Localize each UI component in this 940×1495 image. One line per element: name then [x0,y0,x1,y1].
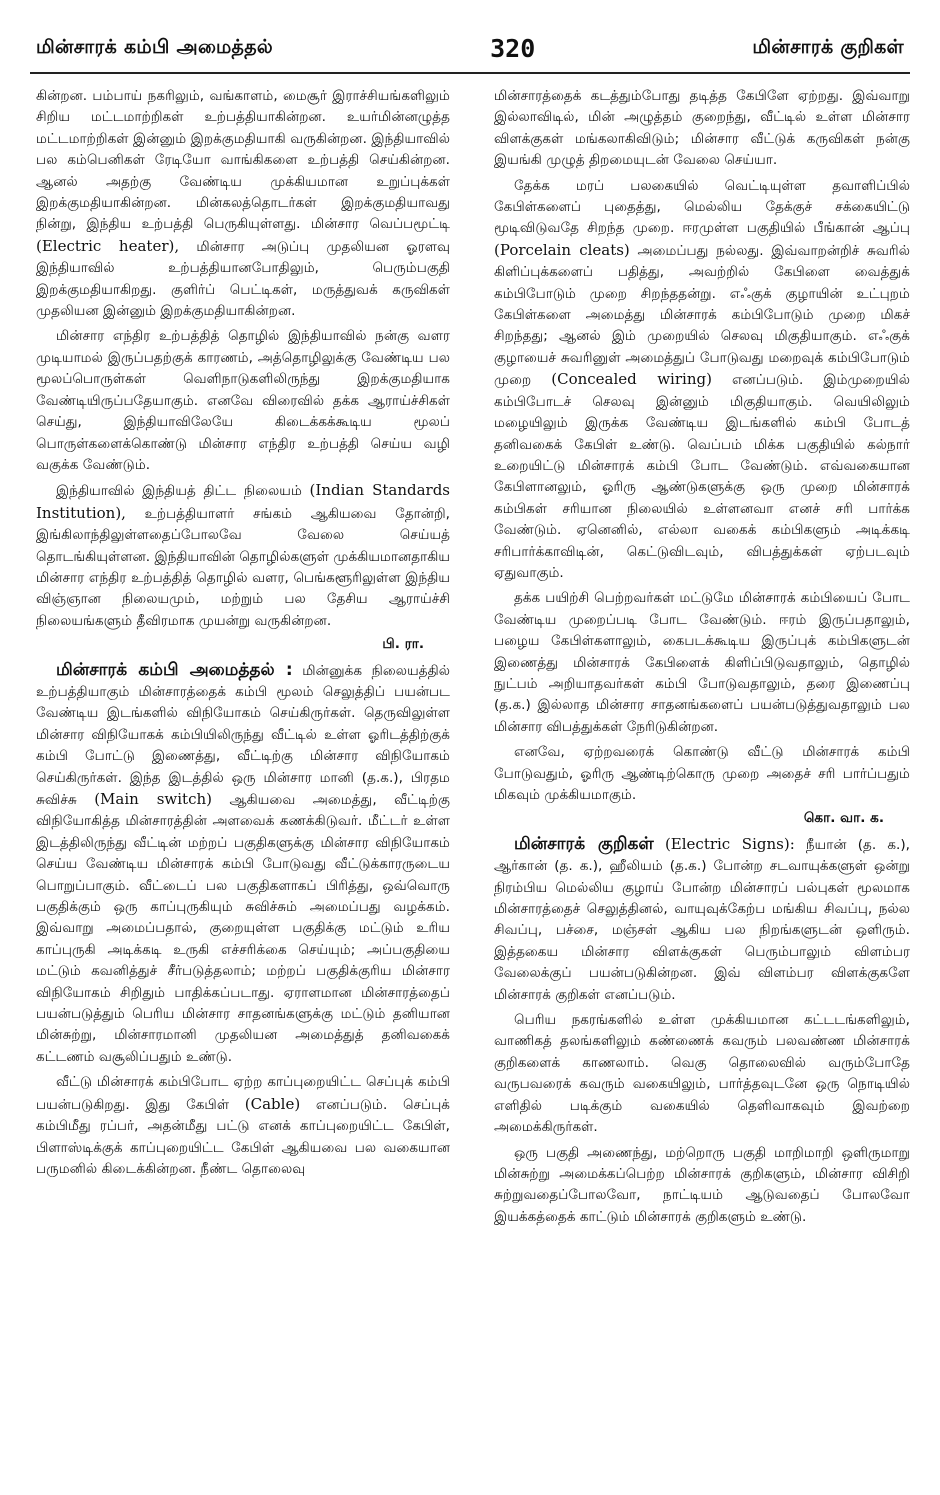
right-paragraph-2: தேக்க மரப் பலகையில் வெட்டியுள்ள தவாளிப்பில் கேபிள்களைப் புதைத்து, மெல்லிய தேக்குச் சக்கையிட்டு மூடிவிடுவதே சிறந்த முறை. ஈரமுள்ள பகுதியில் பீங்கான் ஆப்பு (Porcelain cleats) அமைப்பது நல்லது. இவ்வாறன்றிச் சுவரில் கிளிப்புக்களைப் பதித்து, அவற்றில் கேபிளை வைத்துக் கம்பிபோடும் முறை சிறந்ததன்று. எஃகுக் குழாயின் உட்புறம் கேபிள்களை அமைத்து மின்சாரக் கம்பிபோடும் முறை மிகச் சிறந்தது; ஆனல் இம் முறையில் செலவு மிகுதியாகும். எஃகுக் குழாயைச் சுவரினுள் அமைத்துப் போடுவது மறைவுக் கம்பிபோடும் முறை (Concealed wiring) எனப்படும். இம்முறையில் கம்பிபோடச் செலவு இன்னும் மிகுதியாகும். வெயிலிலும் மழையிலும் இருக்க வேண்டிய இடங்களில் கம்பி போடத் தனிவகைக் கேபிள் உண்டு. வெப்பம் மிக்க பகுதியில் கல்நார் உறையிட்டு மின்சாரக் கம்பி போட வேண்டும். எவ்வகையான கேபிளானலும், ஓரிரு ஆண்டுகளுக்கு ஒரு முறை மின்சாரக் கம்பிகள் சரியான நிலையில் உள்ளனவா எனச் சரி பார்க்க வேண்டும். ஏனெனில், எல்லா வகைக் கம்பிகளும் அடிக்கடி சரிபார்க்காவிடின், கெட்டுவிடவும், விபத்துக்கள் ஏற்படவும் ஏதுவாகும். [494,177,910,581]
author-signature-2: கொ. வா. க. [803,810,884,827]
left-paragraph-2: மின்சார எந்திர உற்பத்தித் தொழில் இந்தியாவில் நன்கு வளர முடியாமல் இருப்பதற்குக் காரணம், அத்தொழிலுக்கு வேண்டிய பல மூலப்பொருள்கள் வெளிநாடுகளிலிருந்து இறக்குமதியாக வேண்டியிருப்பதேயாகும். எனவே விரைவில் தக்க ஆராய்ச்சிகள் செய்து, இந்தியாவிலேயே கிடைக்கக்கூடிய மூலப் பொருள்களைக்கொண்டு மின்சார எந்திர உற்பத்தி செய்ய வழி வகுக்க வேண்டும். [36,328,450,473]
right-column [494,86,910,1481]
right-paragraph-7: ஒரு பகுதி அணைந்து, மற்றொரு பகுதி மாறிமாறி ஒளிருமாறு மின்சுற்று அமைக்கப்பெற்ற மின்சாரக் குறிகளும், மின்சார விசிறி சுற்றுவதைப்போலவோ, நாட்டியம் ஆடுவதைப் போலவோ இயக்கத்தைக் காட்டும் மின்சாரக் குறிகளும் உண்டு. [494,1144,910,1225]
header-right-title: மின்சாரக் குறிகள் [752,35,904,58]
running-header [36,30,904,66]
right-paragraph-6: பெரிய நகரங்களில் உள்ள முக்கியமான கட்டடங்களிலும், வாணிகத் தலங்களிலும் கண்ணைக் கவரும் பலவண்ண மின்சாரக் குறிகளைக் காணலாம். வெகு தொலைவில் வரும்போதே வருபவரைக் கவரும் வகையிலும், பார்த்தவுடனே ஒரு நொடியில் எளிதில் படிக்கும் வகையில் தெளிவாகவும் இவற்றை அமைக்கிருர்கள். [494,1012,910,1136]
right-paragraph-3: தக்க பயிற்சி பெற்றவர்கள் மட்டுமே மின்சாரக் கம்பியைப் போட வேண்டிய முறைப்படி போட வேண்டும். ஈரம் இருப்பதாலும், பழைய கேபிள்களாலும், கைபடக்கூடிய இருப்புக் கம்பிகளுடன் இணைத்து மின்சாரக் கேபிளைக் கிளிப்பிடுவதாலும், தொழில் நுட்பம் அறியாதவர்கள் கம்பி போடுவதாலும், தரை இணைப்பு (த.க.) இல்லாத மின்சார சாதனங்களைப் பயன்படுத்துவதாலும் பல மின்சார விபத்துக்கள் நேரிடுகின்றன. [494,590,910,735]
right-paragraph-4: எனவே, ஏற்றவரைக் கொண்டு வீட்டு மின்சாரக் கம்பி போடுவதும், ஓரிரு ஆண்டிற்கொரு முறை அதைச் சரி பார்ப்பதும் மிகவும் முக்கியமாகும். [494,744,910,803]
header-rule [30,72,910,74]
author-signature-1: பி. ரா. [382,636,424,653]
left-paragraph-1: கின்றன. பம்பாய் நகரிலும், வங்காளம், மைசூர் இராச்சியங்களிலும் சிறிய மட்டமாற்றிகள் உற்பத்தியாகின்றன. உயர்மின்னழுத்த மட்டமாற்றிகள் இன்னும் இறக்குமதியாகி வருகின்றன. இந்தியாவில் பல கம்பெனிகள் ரேடியோ வாங்கிகளை உற்பத்தி செய்கின்றன. ஆனல் அதற்கு வேண்டிய முக்கியமான உறுப்புக்கள் இறக்குமதியாகின்றன. மின்கலத்தொடர்கள் இறக்குமதியாவது நின்று, இந்திய உற்பத்தி பெருகியுள்ளது. மின்சார வெப்பமூட்டி (Electric heater), மின்சார அடுப்பு முதலியன ஓரளவு இந்தியாவில் உற்பத்தியானபோதிலும், பெரும்பகுதி இறக்குமதியாகிறது. குளிர்ப் பெட்டிகள், மருத்துவக் கருவிகள் முதலியன இன்னும் இறக்குமதியாகின்றன. [36,88,450,320]
article-electric-wiring: மின்சாரக் கம்பி அமைத்தல் : மின்னுக்க நிலையத்தில் உற்பத்தியாகும் மின்சாரத்தைக் கம்பி மூலம் செலுத்திப் பயன்பட வேண்டிய இடங்களில் விநியோகம் செய்கிருர்கள். தெருவிலுள்ள மின்சார விநியோகக் கம்பியிலிருந்து வீட்டில் உள்ள ஓரிடத்திற்குக் கம்பி போட்டு இணைத்து, வீட்டிற்கு மின்சார விநியோகம் செய்கிருர்கள். இந்த இடத்தில் ஒரு மின்சார மானி (த.க.), பிரதம சுவிச்சு (Main switch) ஆகியவை அமைத்து, வீட்டிற்கு விநியோகித்த மின்சாரத்தின் அளவைக் கணக்கிடுவர். மீட்டர் உள்ள இடத்திலிருந்து வீட்டின் மற்றப் பகுதிகளுக்கு மின்சார விநியோகம் செய்ய வேண்டிய மின்சாரக் கம்பி போடுவது வீட்டுக்காரருடைய பொறுப்பாகும். வீட்டைப் பல பகுதிகளாகப் பிரித்து, ஒவ்வொரு பகுதிக்கும் ஒரு காப்புருகியும் சுவிச்சும் அமைப்பது வழக்கம். இவ்வாறு அமைப்பதால், குறையுள்ள பகுதிக்கு மட்டும் உரிய காப்புருகி அடிக்கடி உருகி எச்சரிக்கை செய்யும்; அப்பகுதியை மட்டும் கவனித்துச் சீர்படுத்தலாம்; மற்றப் பகுதிக்குரிய மின்சார விநியோகம் சிறிதும் பாதிக்கப்படாது. ஏராளமான மின்சாரத்தைப் பயன்படுத்தும் பெரிய மின்சார சாதனங்களுக்கு மட்டும் தனியான மின்சுற்று, மின்சாரமானி முதலியன அமைத்துத் தனிவகைக் கட்டணம் வசூலிப்பதும் உண்டு. [36,659,450,1065]
left-paragraph-5: வீட்டு மின்சாரக் கம்பிபோட ஏற்ற காப்புறையிட்ட செப்புக் கம்பி பயன்படுகிறது. இது கேபிள் (Cable) எனப்படும். செப்புக் கம்பிமீது ரப்பர், அதன்மீது பட்டு எனக் காப்புறையிட்ட கேபிள், பிளாஸ்டிக்குக் காப்புறையிட்ட கேபிள் ஆகியவை பல வகையான பருமனில் கிடைக்கின்றன. நீண்ட தொலைவு [36,1074,450,1177]
article-electric-signs: மின்சாரக் குறிகள் (Electric Signs): நீயான் (த. க.), ஆர்கான் (த. க.), ஹீலியம் (த.க.) போன்ற சடவாயுக்களுள் ஒன்று நிரம்பிய மெல்லிய குழாய் போன்ற மின்சாரப் பல்புகள் மூலமாக மின்சாரத்தைச் செலுத்தினல், வாயுவுக்கேற்ப மங்கிய சிவப்பு, நல்ல சிவப்பு, பச்சை, மஞ்சள் ஆகிய பல நிறங்களுடன் ஒளிரும். இத்தகைய மின்சார விளக்குகள் பெரும்பாலும் விளம்பர வேலைக்குப் பயன்படுகின்றன. இவ் விளம்பர விளக்குகளே மின்சாரக் குறிகள் எனப்படும். [494,833,910,1003]
right-paragraph-1: மின்சாரத்தைக் கடத்தும்போது தடித்த கேபிளே ஏற்றது. இவ்வாறு இல்லாவிடில், மின் அழுத்தம் குறைந்து, வீட்டில் உள்ள மின்சார விளக்குகள் மங்கலாகிவிடும்; மின்சார வீட்டுக் கருவிகள் நன்கு இயங்கி முழுத் திறமையுடன் வேலை செய்யா. [494,88,910,169]
page-number: 320 [490,33,536,63]
article-heading-wiring: மின்சாரக் கம்பி அமைத்தல் : [56,659,293,680]
article-heading-signs: மின்சாரக் குறிகள் [514,833,654,854]
left-paragraph-3: இந்தியாவில் இந்தியத் திட்ட நிலையம் (Indian Standards Institution), உற்பத்தியாளர் சங்கம் ஆகியவை தோன்றி, இங்கிலாந்திலுள்ளதைப்போலவே வேலை செய்யத் தொடங்கியுள்ளன. இந்தியாவின் தொழில்களுள் முக்கியமானதாகிய மின்சார எந்திர உற்பத்தித் தொழில் வளர, பெங்களூரிலுள்ள இந்திய விஞ்ஞான நிலையமும், மற்றும் பல தேசிய ஆராய்ச்சி நிலையங்களும் தீவிரமாக முயன்று வருகின்றன. [36,481,450,629]
left-column [36,86,450,1481]
header-left-title: மின்சாரக் கம்பி அமைத்தல் [36,35,273,58]
